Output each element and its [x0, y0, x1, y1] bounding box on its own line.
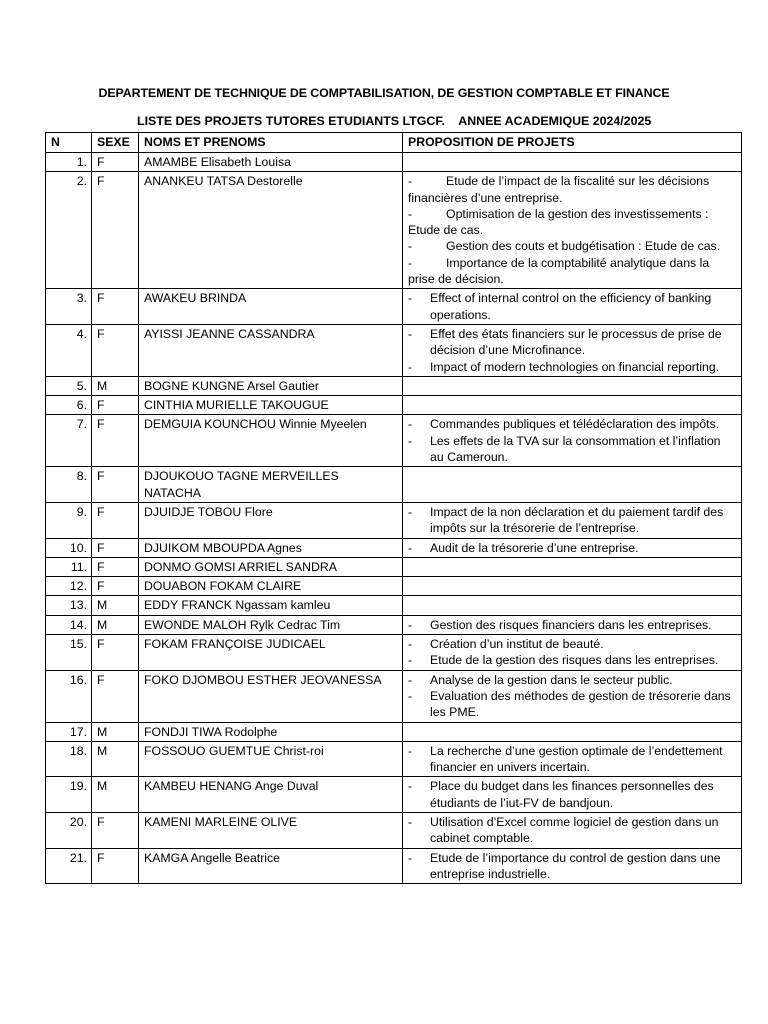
table-row — [46, 596, 742, 615]
header-names: NOMS ET PRENOMS — [139, 133, 403, 153]
row-number: 13. — [46, 596, 92, 615]
row-sexe: M — [92, 741, 139, 777]
row-number: 8. — [46, 467, 92, 503]
row-number: 9. — [46, 502, 92, 538]
row-sexe: F — [92, 538, 139, 557]
row-sexe: M — [92, 596, 139, 615]
project-item — [408, 743, 737, 776]
bullet-dash: - — [408, 206, 413, 221]
row-name: KAMBEU HENANG Ange Duval — [139, 777, 403, 813]
project-text: La recherche d’une gestion optimale de l’endettement financier en univers incertain. — [430, 743, 723, 775]
department-title: DEPARTEMENT DE TECHNIQUE DE COMPTABILISATION, DE GESTION COMPTABLE ET FINANCE — [98, 86, 670, 100]
project-text: Impact of modern technologies on financial reporting. — [430, 359, 720, 374]
row-sexe: M — [92, 615, 139, 634]
table-row — [46, 670, 742, 722]
bullet-dash: - — [408, 540, 413, 555]
row-sexe: F — [92, 172, 139, 289]
project-text: Les effets de la TVA sur la consommation et l’inflation au Cameroun. — [430, 433, 721, 465]
row-number: 11. — [46, 557, 92, 576]
project-item — [408, 617, 737, 633]
table-row — [46, 777, 742, 813]
project-item — [408, 540, 737, 556]
table-row — [46, 557, 742, 576]
project-text: Audit de la trésorerie d’une entreprise. — [430, 540, 639, 555]
row-number: 5. — [46, 376, 92, 395]
project-item — [408, 359, 737, 375]
bullet-dash: - — [408, 433, 413, 448]
row-sexe: F — [92, 635, 139, 671]
row-name: FOKAM FRANÇOISE JUDICAEL — [139, 635, 403, 671]
bullet-dash: - — [408, 291, 413, 306]
row-projects — [403, 376, 742, 395]
project-item — [408, 433, 737, 466]
row-name: FOSSOUO GUEMTUE Christ-roi — [139, 741, 403, 777]
header-n: N — [46, 133, 92, 153]
row-name: KAMGA Angelle Beatrice — [139, 848, 403, 884]
row-name: CINTHIA MURIELLE TAKOUGUE — [139, 396, 403, 415]
row-sexe: M — [92, 722, 139, 741]
table-row — [46, 848, 742, 884]
row-number: 18. — [46, 741, 92, 777]
bullet-dash: - — [408, 653, 413, 668]
project-text: Gestion des couts et budgétisation : Etude de cas. — [446, 239, 721, 254]
project-item — [408, 290, 737, 323]
row-number: 21. — [46, 848, 92, 884]
row-projects — [403, 538, 742, 557]
row-projects — [403, 502, 742, 538]
row-projects — [403, 741, 742, 777]
table-row — [46, 615, 742, 634]
row-projects — [403, 615, 742, 634]
project-item — [408, 778, 737, 811]
project-text: Etude de la gestion des risques dans les entreprises. — [430, 653, 719, 668]
bullet-dash: - — [408, 504, 413, 519]
row-number: 3. — [46, 289, 92, 325]
header-sexe: SEXE — [92, 133, 139, 153]
table-row — [46, 396, 742, 415]
row-sexe: M — [92, 777, 139, 813]
project-text: Effect of internal control on the efficiency of banking operations. — [430, 291, 712, 322]
row-projects — [403, 153, 742, 172]
project-item — [408, 688, 737, 721]
row-name: AYISSI JEANNE CASSANDRA — [139, 324, 403, 376]
row-name: EWONDE MALOH Rylk Cedrac Tim — [139, 615, 403, 634]
row-projects — [403, 396, 742, 415]
row-projects — [403, 324, 742, 376]
bullet-dash: - — [408, 174, 413, 189]
row-number: 20. — [46, 812, 92, 848]
row-sexe: F — [92, 289, 139, 325]
project-item — [408, 504, 737, 537]
row-name: DEMGUIA KOUNCHOU Winnie Myeelen — [139, 415, 403, 467]
row-name: DONMO GOMSI ARRIEL SANDRA — [139, 557, 403, 576]
row-sexe: F — [92, 812, 139, 848]
row-number: 6. — [46, 396, 92, 415]
row-projects — [403, 415, 742, 467]
row-sexe: M — [92, 376, 139, 395]
row-projects — [403, 848, 742, 884]
table-header-row — [46, 133, 742, 153]
row-number: 14. — [46, 615, 92, 634]
header-projects: PROPOSITION DE PROJETS — [403, 133, 742, 153]
bullet-dash: - — [408, 779, 413, 794]
row-name: DOUABON FOKAM CLAIRE — [139, 577, 403, 596]
row-name: FONDJI TIWA Rodolphe — [139, 722, 403, 741]
row-projects — [403, 722, 742, 741]
row-projects — [403, 777, 742, 813]
project-item — [408, 206, 737, 239]
table-row — [46, 577, 742, 596]
row-projects — [403, 596, 742, 615]
row-projects — [403, 172, 742, 289]
row-number: 4. — [46, 324, 92, 376]
project-text: Gestion des risques financiers dans les entreprises. — [430, 617, 712, 632]
projects-table — [45, 132, 742, 884]
row-name: FOKO DJOMBOU ESTHER JEOVANESSA — [139, 670, 403, 722]
row-sexe: F — [92, 848, 139, 884]
project-text: Etude de l’impact de la fiscalité sur les décisions financières d’une entreprise. — [408, 174, 710, 205]
project-text: Commandes publiques et télédéclaration des impôts. — [430, 417, 720, 432]
row-projects — [403, 289, 742, 325]
project-item — [408, 255, 737, 288]
project-text: Etude de l’importance du control de gestion dans une entreprise industrielle. — [430, 850, 721, 881]
row-sexe: F — [92, 577, 139, 596]
project-item — [408, 416, 737, 432]
row-projects — [403, 635, 742, 671]
project-item — [408, 814, 737, 847]
row-number: 12. — [46, 577, 92, 596]
project-item — [408, 238, 737, 254]
bullet-dash: - — [408, 850, 413, 865]
bullet-dash: - — [408, 255, 413, 270]
row-name: EDDY FRANCK Ngassam kamleu — [139, 596, 403, 615]
row-name: DJUIKOM MBOUPDA Agnes — [139, 538, 403, 557]
project-text: Optimisation de la gestion des investissements : Etude de cas. — [408, 206, 709, 238]
row-number: 10. — [46, 538, 92, 557]
bullet-dash: - — [408, 688, 413, 703]
row-name: DJOUKOUO TAGNE MERVEILLES NATACHA — [139, 467, 403, 503]
row-number: 2. — [46, 172, 92, 289]
project-item — [408, 173, 737, 206]
table-row — [46, 324, 742, 376]
table-row — [46, 812, 742, 848]
row-sexe: F — [92, 324, 139, 376]
row-name: DJUIDJE TOBOU Flore — [139, 502, 403, 538]
row-sexe: F — [92, 396, 139, 415]
bullet-dash: - — [408, 326, 413, 341]
project-item — [408, 636, 737, 652]
bullet-dash: - — [408, 359, 413, 374]
row-number: 19. — [46, 777, 92, 813]
list-title: LISTE DES PROJETS TUTORES ETUDIANTS LTGCF. ANNEE ACADEMIQUE 2024/2025 — [137, 114, 652, 128]
project-text: Place du budget dans les finances personnelles des étudiants de l’iut-FV de bandjoun. — [430, 779, 714, 810]
row-name: AMAMBE Elisabeth Louisa — [139, 153, 403, 172]
table-row — [46, 741, 742, 777]
row-sexe: F — [92, 670, 139, 722]
bullet-dash: - — [408, 417, 413, 432]
bullet-dash: - — [408, 617, 413, 632]
project-text: Utilisation d’Excel comme logiciel de gestion dans un cabinet comptable. — [430, 814, 719, 846]
table-row — [46, 153, 742, 172]
table-row — [46, 722, 742, 741]
table-row — [46, 467, 742, 503]
project-text: Effet des états financiers sur le processus de prise de décision d’une Microfinance. — [430, 326, 722, 358]
project-text: Analyse de la gestion dans le secteur public. — [430, 672, 673, 687]
table-row — [46, 502, 742, 538]
row-number: 1. — [46, 153, 92, 172]
project-text: Evaluation des méthodes de gestion de trésorerie dans les PME. — [430, 688, 731, 720]
row-number: 16. — [46, 670, 92, 722]
project-text: Impact de la non déclaration et du paiement tardif des impôts sur la trésorerie de l’entreprise. — [430, 504, 724, 536]
row-name: BOGNE KUNGNE Arsel Gautier — [139, 376, 403, 395]
table-row — [46, 538, 742, 557]
bullet-dash: - — [408, 637, 413, 652]
row-projects — [403, 467, 742, 503]
row-projects — [403, 670, 742, 722]
project-text: Importance de la comptabilité analytique dans la prise de décision. — [408, 255, 710, 287]
row-sexe: F — [92, 415, 139, 467]
row-name: AWAKEU BRINDA — [139, 289, 403, 325]
table-row — [46, 635, 742, 671]
row-sexe: F — [92, 557, 139, 576]
table-row — [46, 289, 742, 325]
row-projects — [403, 557, 742, 576]
row-sexe: F — [92, 467, 139, 503]
row-sexe: F — [92, 502, 139, 538]
project-text: Création d’un institut de beauté. — [430, 637, 604, 652]
table-row — [46, 415, 742, 467]
project-item — [408, 672, 737, 688]
bullet-dash: - — [408, 814, 413, 829]
table-row — [46, 376, 742, 395]
row-sexe: F — [92, 153, 139, 172]
row-number: 15. — [46, 635, 92, 671]
row-number: 7. — [46, 415, 92, 467]
row-number: 17. — [46, 722, 92, 741]
project-item — [408, 652, 737, 668]
bullet-dash: - — [408, 743, 413, 758]
bullet-dash: - — [408, 672, 413, 687]
row-projects — [403, 812, 742, 848]
table-row — [46, 172, 742, 289]
project-item — [408, 850, 737, 883]
row-name: ANANKEU TATSA Destorelle — [139, 172, 403, 289]
row-name: KAMENI MARLEINE OLIVE — [139, 812, 403, 848]
bullet-dash: - — [408, 239, 413, 254]
project-item — [408, 326, 737, 359]
row-projects — [403, 577, 742, 596]
